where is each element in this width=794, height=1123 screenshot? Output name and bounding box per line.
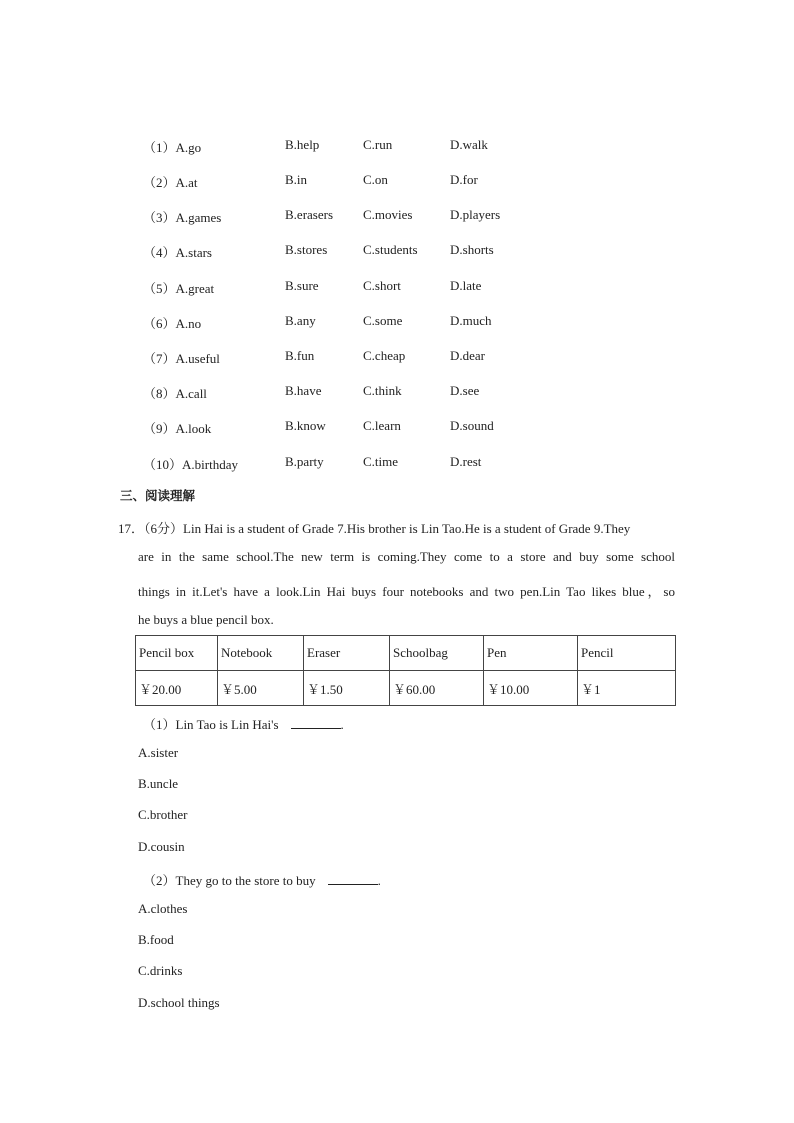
option-row xyxy=(143,383,563,403)
answer-option: D.cousin xyxy=(138,839,185,854)
option-d: D.for xyxy=(450,172,478,187)
option-c: C.learn xyxy=(363,418,401,433)
option-c: C.students xyxy=(363,242,418,257)
option-row xyxy=(143,278,563,298)
option-a: （6）A.no xyxy=(143,316,202,331)
option-row xyxy=(143,348,563,368)
table-header-cell: Schoolbag xyxy=(390,636,484,671)
table-header-cell: Pencil box xyxy=(136,636,218,671)
sub-question-stem: （1）Lin Tao is Lin Hai's xyxy=(143,717,279,732)
question-score: （6分） xyxy=(144,521,184,536)
option-b: B.in xyxy=(285,172,308,187)
table-cell: ￥10.00 xyxy=(484,671,578,706)
table-cell: ￥20.00 xyxy=(136,671,218,706)
option-b: B.stores xyxy=(285,242,328,257)
option-a: （9）A.look xyxy=(143,421,212,436)
option-d: D.players xyxy=(450,207,501,222)
answer-option: A.clothes xyxy=(138,901,188,916)
option-d: D.dear xyxy=(450,348,486,363)
passage-line: are in the same school.The new term is coming.They come to a store and buy some school xyxy=(138,549,675,564)
option-c: C.on xyxy=(363,172,388,187)
option-c: C.run xyxy=(363,137,393,152)
option-a: （1）A.go xyxy=(143,140,202,155)
table-header-row xyxy=(136,636,676,671)
option-c: C.movies xyxy=(363,207,413,222)
option-b: B.sure xyxy=(285,278,319,293)
option-c: C.short xyxy=(363,278,401,293)
option-d: D.sound xyxy=(450,418,494,433)
option-b: B.any xyxy=(285,313,316,328)
question-number: 17． xyxy=(118,521,145,536)
option-a: （5）A.great xyxy=(143,281,215,296)
option-row xyxy=(143,207,563,227)
option-row xyxy=(143,313,563,333)
sub-question: （2）They go to the store to buy . xyxy=(143,873,381,888)
answer-option: D.school things xyxy=(138,995,220,1010)
answer-option: C.drinks xyxy=(138,963,183,978)
option-row xyxy=(143,418,563,438)
option-row xyxy=(143,242,563,262)
sub-question-stem: （2）They go to the store to buy xyxy=(143,873,316,888)
option-d: D.late xyxy=(450,278,482,293)
price-table xyxy=(135,635,676,706)
answer-blank xyxy=(291,716,341,729)
sub-question: （1）Lin Tao is Lin Hai's . xyxy=(143,717,344,732)
passage-line: things in it.Let's have a look.Lin Hai buys four notebooks and two pen.Lin Tao likes blue，so xyxy=(138,584,675,599)
answer-option: B.food xyxy=(138,932,174,947)
section-title: 三、阅读理解 xyxy=(120,488,196,503)
option-a: （7）A.useful xyxy=(143,351,220,366)
option-row xyxy=(143,172,563,192)
answer-blank xyxy=(328,872,378,885)
option-d: D.much xyxy=(450,313,492,328)
table-header-cell: Pencil xyxy=(578,636,676,671)
option-row xyxy=(143,137,563,157)
passage-first-line: Lin Hai is a student of Grade 7.His brother is Lin Tao.He is a student of Grade 9.They xyxy=(183,521,631,536)
question-heading xyxy=(118,518,678,537)
option-b: B.help xyxy=(285,137,320,152)
table-cell: ￥1 xyxy=(578,671,676,706)
table-header-cell: Eraser xyxy=(304,636,390,671)
table-header-cell: Pen xyxy=(484,636,578,671)
option-c: C.cheap xyxy=(363,348,406,363)
option-b: B.know xyxy=(285,418,326,433)
answer-option: A.sister xyxy=(138,745,179,760)
option-a: （3）A.games xyxy=(143,210,222,225)
option-row xyxy=(143,454,563,474)
table-header-cell: Notebook xyxy=(218,636,304,671)
option-b: B.fun xyxy=(285,348,315,363)
table-cell: ￥60.00 xyxy=(390,671,484,706)
answer-option: B.uncle xyxy=(138,776,179,791)
option-d: D.shorts xyxy=(450,242,494,257)
answer-option: C.brother xyxy=(138,807,188,822)
option-a: （10）A.birthday xyxy=(143,457,238,472)
table-row xyxy=(136,671,676,706)
option-a: （4）A.stars xyxy=(143,245,212,260)
option-a: （8）A.call xyxy=(143,386,207,401)
table-cell: ￥1.50 xyxy=(304,671,390,706)
option-d: D.see xyxy=(450,383,480,398)
option-d: D.rest xyxy=(450,454,482,469)
table-cell: ￥5.00 xyxy=(218,671,304,706)
option-c: C.some xyxy=(363,313,403,328)
option-b: B.party xyxy=(285,454,324,469)
option-d: D.walk xyxy=(450,137,488,152)
option-c: C.think xyxy=(363,383,402,398)
option-b: B.have xyxy=(285,383,322,398)
option-b: B.erasers xyxy=(285,207,334,222)
option-c: C.time xyxy=(363,454,399,469)
option-a: （2）A.at xyxy=(143,175,198,190)
passage-line: he buys a blue pencil box. xyxy=(138,612,274,627)
